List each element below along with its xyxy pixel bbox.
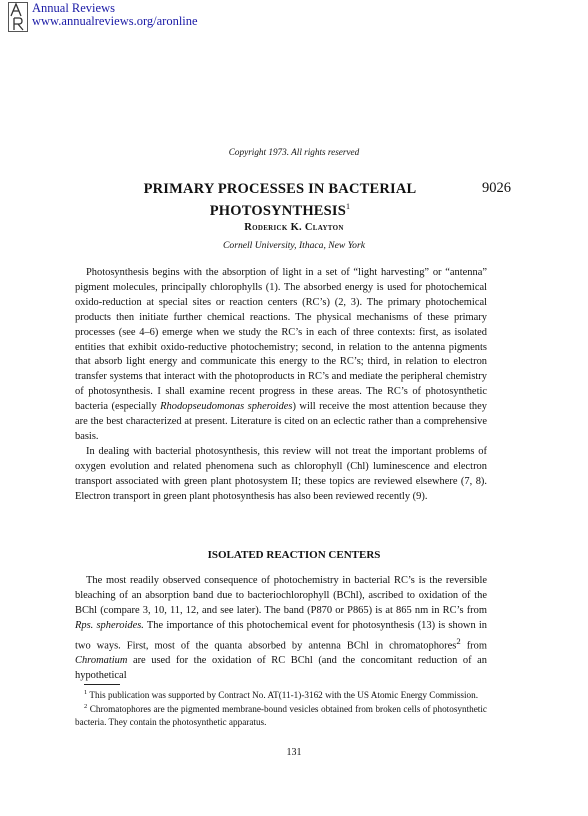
publisher-name-link[interactable]: Annual Reviews xyxy=(32,1,115,15)
text-run: are used for the oxidation of RC BChl (and the concomitant reduction of an hypothetical xyxy=(75,655,487,681)
intro-text xyxy=(75,266,487,505)
header xyxy=(8,2,198,32)
species-name: Rhodopseudomonas spheroides xyxy=(160,401,293,413)
species-name: Rps. spheroides. xyxy=(75,619,144,631)
footnote-mark: 2 xyxy=(84,703,88,711)
footnote-mark: 1 xyxy=(84,689,88,696)
footnote-1 xyxy=(75,687,487,701)
text-run: Photosynthesis begins with the absorption of light in a set of “light harvesting” or “antenna” pigment molecules, principally chlorophylls (1). The absorbed energy is used for photochemical oxido-reduction at special sites or reaction centers (RC’s) (2, 3). The primary photochemical products then initiate further chemical reactions. The physical mechanisms of these primary processes (see 4–6) emerge when we study the RC’s in each of three contexts: first, as isolated entities that exhibit oxido-reductive photochemistry; second, in relation to the antenna pigments that absorb light energy and communicate this energy to the RC’s; third, in relation to electron transfer systems that interact with the photoproducts in RC’s and mediate the peripheral chemistry of photosynthesis. I shall examine recent progress in these areas. The RC’s of photosynthetic bacteria (especially xyxy=(75,267,487,413)
section-text xyxy=(75,574,487,684)
title-footnote-mark: 1 xyxy=(346,202,351,211)
publisher-url-link[interactable]: www.annualreviews.org/aronline xyxy=(32,14,198,28)
text-run: from xyxy=(460,640,487,652)
text-run: The most readily observed consequence of photochemistry in bacterial RC’s is the reversible bleaching of an absorption band due to bacteriochlorophyll (BChl), ascribed to oxidation of the BChl (compare 3, 10, 11, 12, and see later). The band (P870 or P865) is at 865 nm in RC’s from xyxy=(75,575,487,616)
article-code: 9026 xyxy=(482,180,511,196)
article-title xyxy=(100,180,460,220)
footnote-mark: 2 xyxy=(456,635,461,646)
author-name: Roderick K. Clayton xyxy=(244,222,344,233)
footnotes xyxy=(75,687,487,728)
annual-reviews-logo xyxy=(8,2,28,32)
title-line-1: PRIMARY PROCESSES IN BACTERIAL xyxy=(143,181,417,197)
section-paragraph-1 xyxy=(75,574,487,684)
page-number: 131 xyxy=(286,747,302,758)
text-run: ) will receive the most attention because they are the best characterized at present. Literature is cited on an eclectic rather than a comprehensive basis. xyxy=(75,401,487,442)
intro-paragraph-2: In dealing with bacterial photosynthesis, this review will not treat the important problems of oxygen evolution and related phenomena such as chlorophyll (Chl) luminescence and electron transport associated with green plant photosystem II; these topics are reviewed elsewhere (7, 8). Electron transport in green plant photosynthesis has also been reviewed recently (9). xyxy=(75,445,487,502)
text-run: The importance of this photochemical event for photosynthesis (13) is shown in two ways. First, most of the quanta absorbed by antenna BChl in chromatophores xyxy=(75,619,487,652)
footnote-rule xyxy=(84,684,120,685)
species-name: Chromatium xyxy=(75,655,128,667)
author-affiliation: Cornell University, Ithaca, New York xyxy=(223,240,365,251)
title-line-2: PHOTOSYNTHESIS xyxy=(209,202,347,219)
footnote-text: This publication was supported by Contract No. AT(11-1)-3162 with the US Atomic Energy Commission. xyxy=(87,690,479,701)
footnote-2 xyxy=(75,701,487,728)
intro-paragraph-1 xyxy=(75,266,487,445)
section-heading: ISOLATED REACTION CENTERS xyxy=(207,549,381,561)
footnote-text: Chromatophores are the pigmented membrane-bound vesicles obtained from broken cells of photosynthetic bacteria. They contain the photosynthetic apparatus. xyxy=(75,704,487,727)
copyright-notice: Copyright 1973. All rights reserved xyxy=(228,147,360,157)
